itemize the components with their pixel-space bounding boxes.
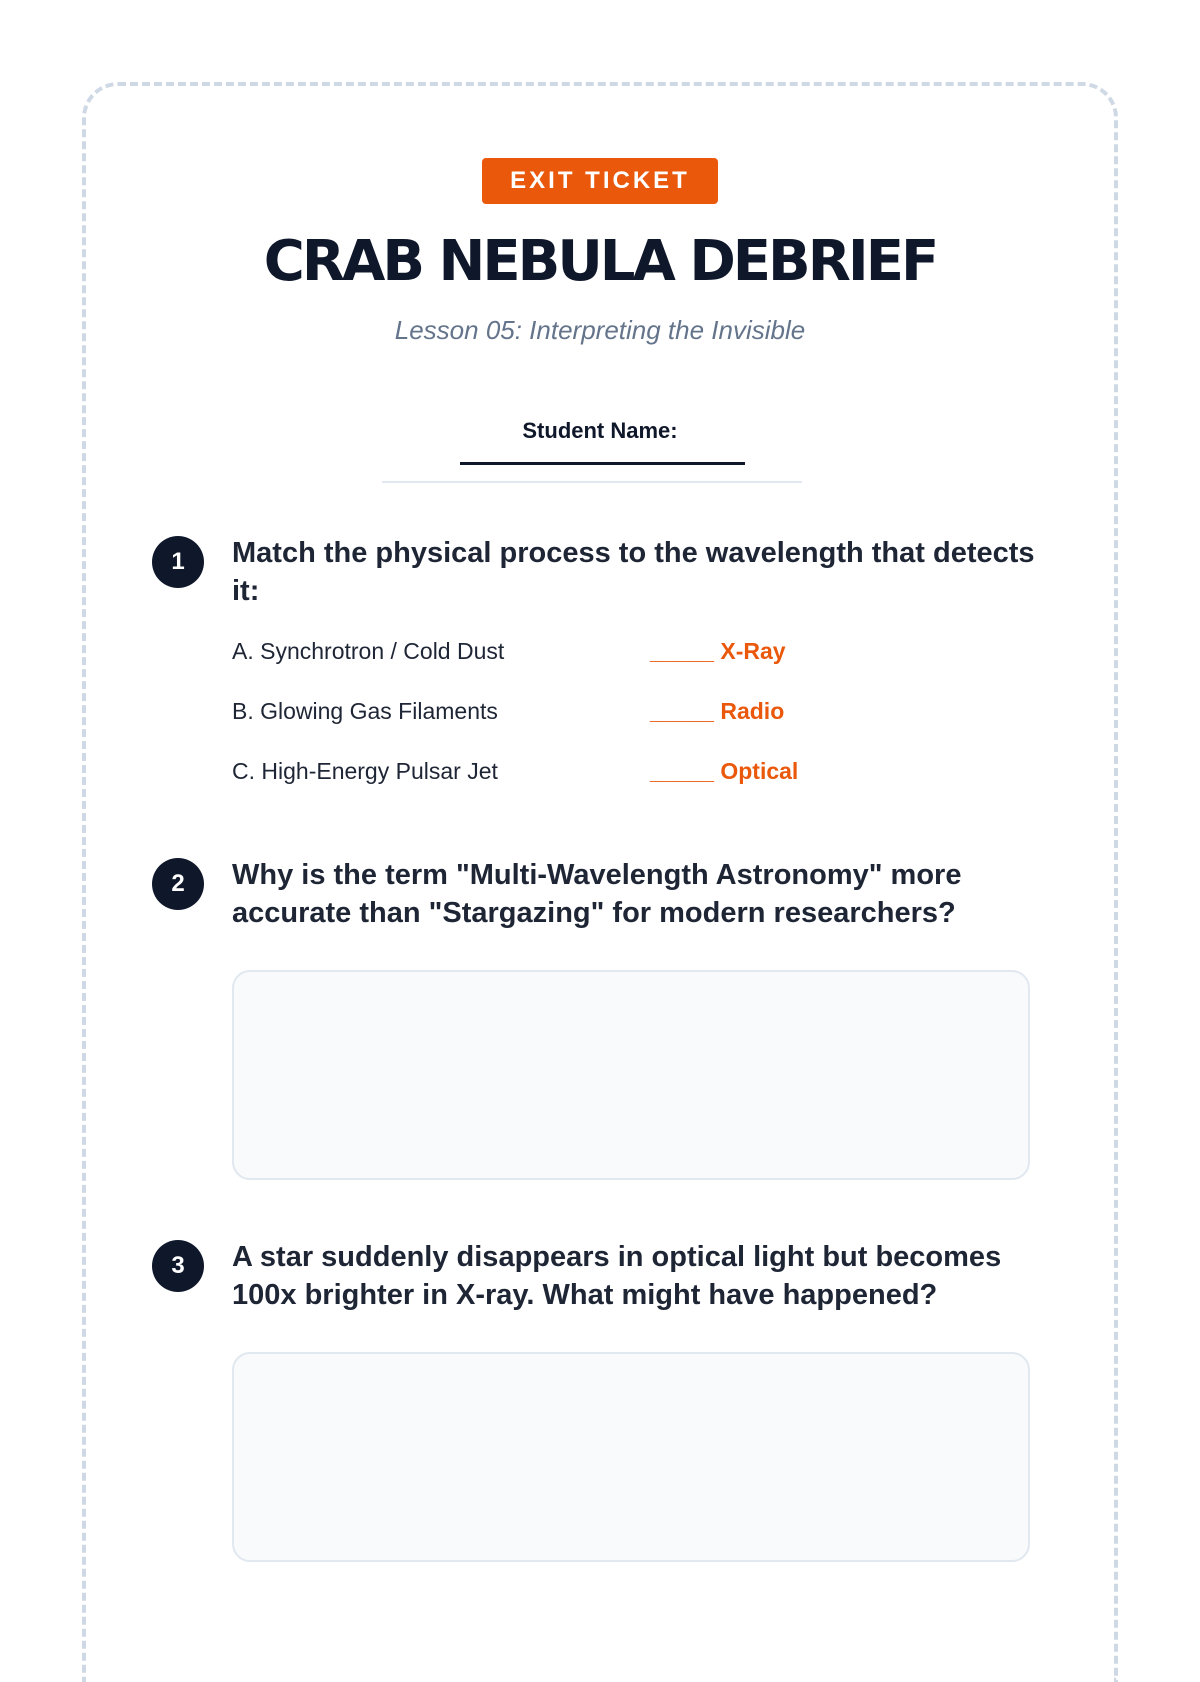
question-number-badge: 1 bbox=[152, 536, 204, 588]
match-wavelength-blank[interactable]: _____ Radio bbox=[650, 698, 785, 724]
exit-ticket-badge: EXIT TICKET bbox=[482, 158, 718, 204]
match-process: C. High-Energy Pulsar Jet bbox=[232, 758, 498, 784]
match-wavelength-blank[interactable]: _____ Optical bbox=[650, 758, 799, 784]
page-title: CRAB NEBULA DEBRIEF bbox=[263, 229, 937, 294]
match-process: A. Synchrotron / Cold Dust bbox=[232, 638, 505, 664]
student-name-blank[interactable] bbox=[460, 462, 745, 465]
divider bbox=[382, 481, 802, 483]
match-row bbox=[232, 636, 1032, 666]
question-3-text: A star suddenly disappears in optical light but becomes 100x brighter in X-ray. What might have happened? bbox=[232, 1241, 1002, 1311]
match-process: B. Glowing Gas Filaments bbox=[232, 698, 498, 724]
match-row bbox=[232, 696, 1032, 726]
student-name-label: Student Name: bbox=[522, 418, 678, 443]
question-2-text: Why is the term "Multi-Wavelength Astronomy" more accurate than "Stargazing" for modern researchers? bbox=[232, 859, 962, 929]
question-number-badge: 3 bbox=[152, 1240, 204, 1292]
match-wavelength-blank[interactable]: _____ X-Ray bbox=[650, 638, 786, 664]
answer-box-question-3[interactable] bbox=[232, 1352, 1030, 1562]
answer-box-question-2[interactable] bbox=[232, 970, 1030, 1180]
lesson-subtitle: Lesson 05: Interpreting the Invisible bbox=[394, 315, 806, 345]
match-row bbox=[232, 756, 1032, 786]
question-1-text: Match the physical process to the wavelength that detects it: bbox=[232, 537, 1035, 607]
exit-ticket-card bbox=[82, 82, 1118, 1682]
question-number-badge: 2 bbox=[152, 858, 204, 910]
badge-row bbox=[86, 158, 1114, 204]
